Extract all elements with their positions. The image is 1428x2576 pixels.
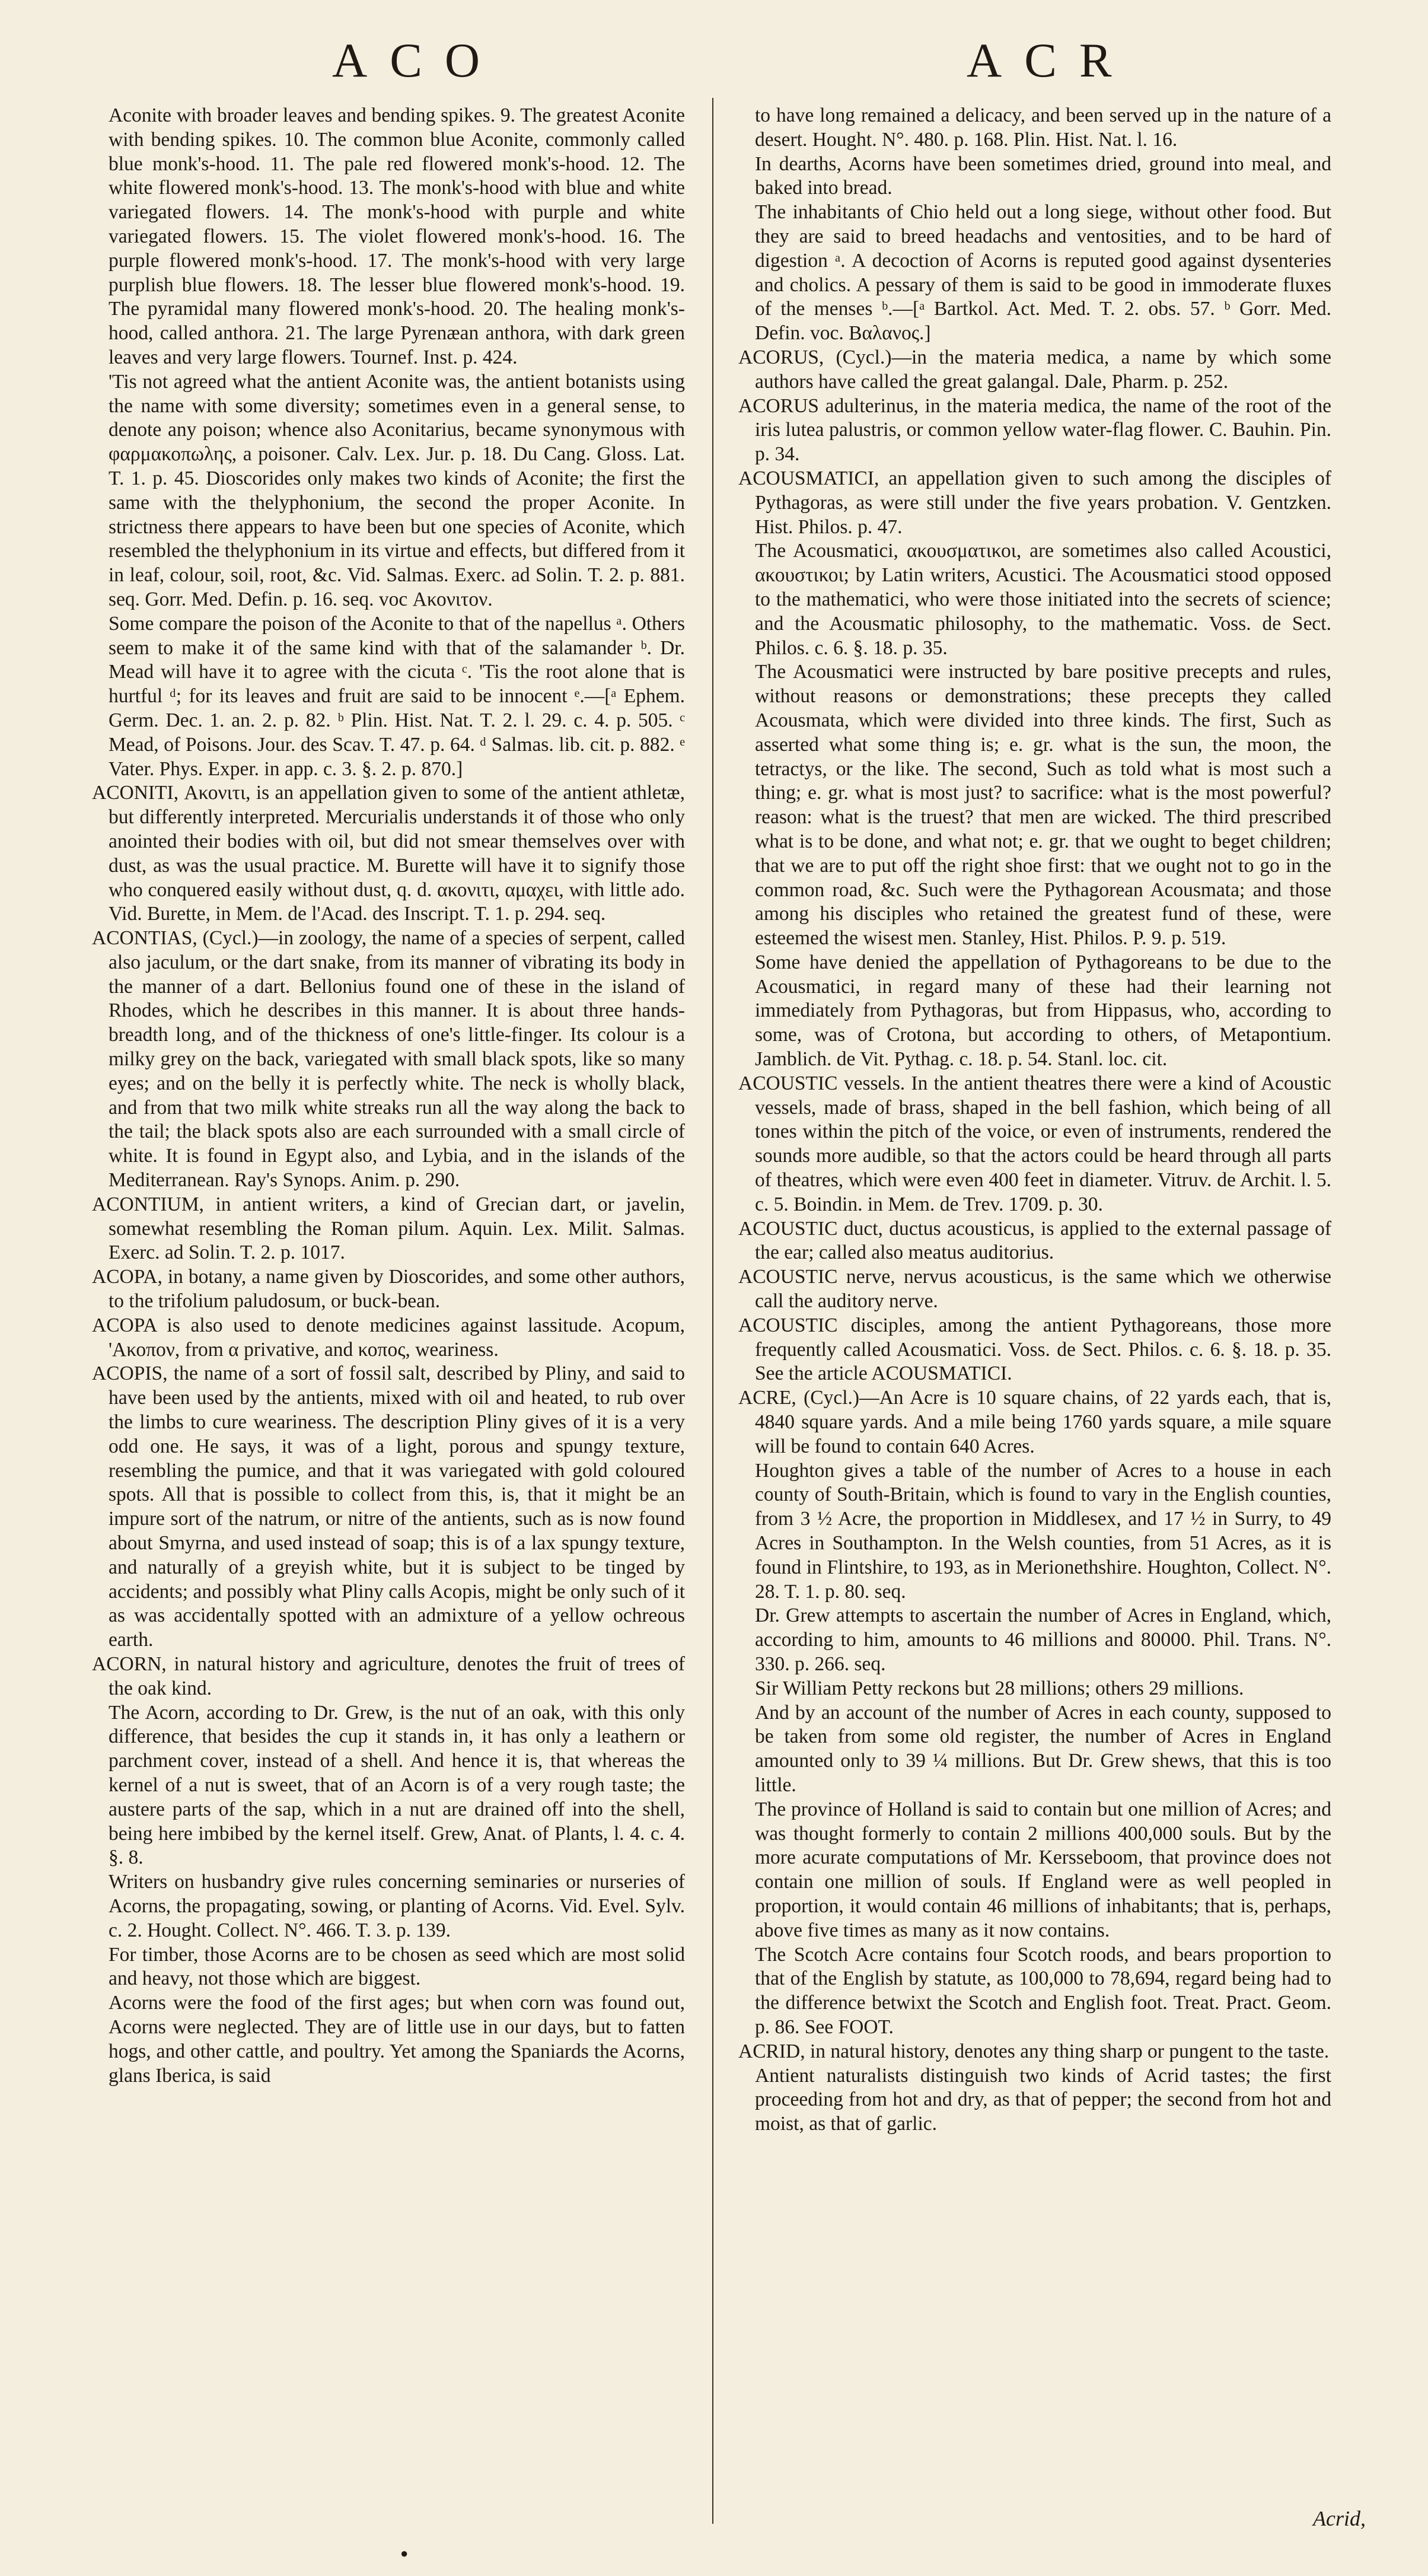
right-running-headword: ACR	[967, 33, 1134, 87]
entry-acorn-grew: The Acorn, according to Dr. Grew, is the nut of an oak, with this only difference, that besides the cup it stands in, it has only a leathern or parchment cover, instead of a shell. And hence it is, that whereas the kernel of a nut is sweet, that of an Acorn is of a very rough taste; the austere parts of the sap, which in a nut are drained off into the shell, being here imbibed by the kernel itself. Grew, Anat. of Plants, l. 4. c. 4. §. 8.	[109, 1701, 685, 1869]
entry-acorn-timber: For timber, those Acorns are to be chosen as seed which are most solid and heavy, not those which are biggest.	[109, 1943, 685, 1990]
entry-aconite-antient: 'Tis not agreed what the antient Aconite was, the antient botanists using the name with some diversity; sometimes even in a general sense, to denote any poison; whence also Aconitarius, became synonymous with φαρμακοπωλης, a poisoner. Calv. Lex. Jur. p. 18. Du Cang. Gloss. Lat. T. 1. p. 45. Dioscorides only makes two kinds of Aconite; the first the same with the thelyphonium, the second the proper Aconite. In strictness there appears to have been but one species of Aconite, which resembled the thelyphonium in its virtue and effects, but differed from it in leaf, colour, soil, root, &c. Vid. Salmas. Exerc. ad Solin. T. 2. p. 881. seq. Gorr. Med. Defin. p. 16. seq. voc Ακονιτον.	[109, 370, 685, 610]
left-running-headword: ACO	[332, 33, 503, 87]
entry-acoustic-disciples: ACOUSTIC disciples, among the antient Pythagoreans, those more frequently called Acousmatici. Voss. de Sect. Philos. c. 6. §. 18. p. 35. See the article ACOUSMATICI.	[738, 1314, 1331, 1385]
entry-acousmatici: ACOUSMATICI, an appellation given to such among the disciples of Pythagoras, as were still under the five years probation. V. Gentzken. Hist. Philos. p. 47.	[738, 467, 1331, 538]
entry-acousmatici-denied: Some have denied the appellation of Pythagoreans to be due to the Acousmatici, in regard many of these had their learning not immediately from Pythagoras, but from Hippasus, who, according to some, was of Crotona, but according to others, of Metapontium. Jamblich. de Vit. Pythag. c. 18. p. 54. Stanl. loc. cit.	[755, 951, 1331, 1071]
entry-aconiti: ACONITI, Ακονιτι, is an appellation given to some of the antient athletæ, but differently interpreted. Mercurialis understands it of those who only anointed their bodies with oil, but did not smear themselves over with dust, as was the usual practice. M. Burette will have it to signify those who conquered easily without dust, q. d. ακονιτι, αμαχει, with little ado. Vid. Burette, in Mem. de l'Acad. des Inscript. T. 1. p. 294. seq.	[92, 782, 685, 925]
entry-acopa-medicines: ACOPA is also used to denote medicines against lassitude. Acopum, 'Ακοπον, from α privative, and κοπος, weariness.	[92, 1314, 685, 1361]
catchword: Acrid,	[1313, 2507, 1366, 2530]
entry-aconite-continued: Aconite with broader leaves and bending spikes. 9. The greatest Aconite with bending spikes. 10. The common blue Aconite, commonly called blue monk's-hood. 11. The pale red flowered monk's-hood. 12. The white flowered monk's-hood. 13. The monk's-hood with blue and white variegated flowers. 14. The monk's-hood with purple and white variegated flowers. 15. The violet flowered monk's-hood. 16. The purple flowered monk's-hood. 17. The monk's-hood with very large purplish blue flowers. 18. The lesser blue flowered monk's-hood. 19. The pyramidal many flowered monk's-hood. 20. The healing monk's-hood, called anthora. 21. The large Pyrenæan anthora, with dark green leaves and very large flowers. Tournef. Inst. p. 424.	[109, 104, 685, 368]
entry-acousmatici-instructed: The Acousmatici were instructed by bare positive precepts and rules, without reasons or demonstrations; these precepts they called Acousmata, which were divided into three kinds. The first, Such as asserted what some thing is; e. gr. what is the sun, the moon, the tetractys, or the like. The second, Such as told what is most such a thing; e. gr. what is most just? to sacrifice: what is the most powerful? reason: what is the truest? that men are wicked. The third prescribed what is to be done, and what not; e. gr. that we ought to beget children; that we are to put off the right shoe first: that we ought not to go in the common road, &c. Such were the Pythagorean Acousmata; and those among his disciples who retained the greatest fund of these, were esteemed the wisest men. Stanley, Hist. Philos. P. 9. p. 519.	[755, 661, 1331, 950]
entry-acorus-adulterinus: ACORUS adulterinus, in the materia medica, the name of the root of the iris lutea palustris, or common yellow water-flag flower. C. Bauhin. Pin. p. 34.	[738, 394, 1331, 466]
entry-acoustic-duct: ACOUSTIC duct, ductus acousticus, is applied to the external passage of the ear; called also meatus auditorius.	[738, 1217, 1331, 1264]
entry-acre-petty: Sir William Petty reckons but 28 millions; others 29 millions.	[755, 1677, 1244, 1699]
entry-acorn-delicacy: to have long remained a delicacy, and been served up in the nature of a desert. Hought. N°. 480. p. 168. Plin. Hist. Nat. l. 16.	[755, 104, 1331, 151]
right-column	[738, 104, 1331, 2518]
entry-acre-account: And by an account of the number of Acres in each county, supposed to be taken from some old register, the number of Acres in England amounted only to 39 ¼ millions. But Dr. Grew shews, that this is too little.	[755, 1701, 1331, 1796]
entry-acre-houghton: Houghton gives a table of the number of Acres to a house in each county of South-Britain, which is found to vary in the English counties, from 3 ½ Acre, the proportion in Middlesex, and 17 ½ in Surry, to 49 Acres in Southampton. In the Welsh counties, from 51 Acres, as it is found in Flintshire, to 193, as in Merionethshire. Houghton, Collect. N°. 28. T. 1. p. 80. seq.	[755, 1459, 1331, 1603]
entry-acre: ACRE, (Cycl.)—An Acre is 10 square chains, of 22 yards each, that is, 4840 square yards. And a mile being 1760 yards square, a mile square will be found to contain 640 Acres.	[738, 1387, 1331, 1457]
column-divider-rule	[712, 98, 713, 2524]
entry-acopis: ACOPIS, the name of a sort of fossil salt, described by Pliny, and said to have been used by the antients, mixed with oil and heated, to rub over the limbs to cure weariness. The description Pliny gives of it is a very odd one. He says, it was of a light, porous and spungy texture, resembling the pumice, and that it was variegated with gold coloured spots. All that is possible to collect from this, is, that it might be an impure sort of the natrum, or nitre of the antients, such as is now found about Smyrna, and used instead of soap; this is of a lax spungy texture, and naturally of a greyish white, but it is subject to be tinged by accidents; and possibly what Pliny calls Acopis, might be only such of it as was accidentally spotted with an admixture of a yellow ochreous earth.	[92, 1362, 685, 1651]
entry-acontium: ACONTIUM, in antient writers, a kind of Grecian dart, or javelin, somewhat resembling the Roman pilum. Aquin. Lex. Milit. Salmas. Exerc. ad Solin. T. 2. p. 1017.	[92, 1193, 685, 1264]
signature-mark: ●	[400, 2546, 409, 2561]
entry-acorn-husbandry: Writers on husbandry give rules concerning seminaries or nurseries of Acorns, the propagating, sowing, or planting of Acorns. Vid. Evel. Sylv. c. 2. Hought. Collect. N°. 466. T. 3. p. 139.	[109, 1871, 685, 1941]
entry-acorn-food: Acorns were the food of the first ages; but when corn was found out, Acorns were neglected. They are of little use in our days, but to fatten hogs, and other cattle, and poultry. Yet among the Spaniards the Acorns, glans Iberica, is said	[109, 1992, 685, 2087]
entry-acre-scotch: The Scotch Acre contains four Scotch roods, and bears proportion to that of the English by statute, as 100,000 to 78,694, regard being had to the difference betwixt the Scotch and English foot. Treat. Pract. Geom. p. 86. See FOOT.	[755, 1943, 1331, 2038]
entry-acoustic-vessels: ACOUSTIC vessels. In the antient theatres there were a kind of Acoustic vessels, made of brass, shaped in the bell fashion, which being of all tones within the pitch of the voice, or even of instruments, rendered the sounds more audible, so that the actors could be heard through all parts of theatres, which were even 400 feet in diameter. Vitruv. de Archit. l. 5. c. 5. Boindin. in Mem. de Trev. 1709. p. 30.	[738, 1072, 1331, 1215]
entry-acorn: ACORN, in natural history and agriculture, denotes the fruit of trees of the oak kind.	[92, 1653, 685, 1699]
entry-acoustic-nerve: ACOUSTIC nerve, nervus acousticus, is the same which we otherwise call the auditory nerve.	[738, 1266, 1331, 1313]
entry-acrid-tastes: Antient naturalists distinguish two kinds of Acrid tastes; the first proceeding from hot and dry, as that of pepper; the second from hot and moist, as that of garlic.	[755, 2064, 1331, 2135]
left-column	[92, 104, 685, 2518]
entry-acousmatici-acoustici: The Acousmatici, ακουσματικοι, are sometimes also called Acoustici, ακουστικοι; by Latin writers, Acustici. The Acousmatici stood opposed to the mathematici, who were those initiated into the secrets of science; and the Acousmatic philosophy, to the mathematic. Voss. de Sect. Philos. c. 6. §. 18. p. 35.	[755, 540, 1331, 659]
entry-acontias: ACONTIAS, (Cycl.)—in zoology, the name of a species of serpent, called also jaculum, or the dart snake, from its manner of vibrating its body in the manner of a dart. Bellonius found one of these in the island of Rhodes, which he describes in this manner. It is about three hands-breadth long, and of the thickness of one's little-finger. Its colour is a milky grey on the back, variegated with small black spots, like so many eyes; and on the belly it is perfectly white. The neck is wholly black, and from that two milk white streaks run all the way along the back to the tail; the black spots also are each surrounded with a small circle of white. It is found in Egypt also, and Lybia, and in the islands of the Mediterranean. Ray's Synops. Anim. p. 290.	[92, 927, 685, 1192]
entry-acrid: ACRID, in natural history, denotes any thing sharp or pungent to the taste.	[738, 2040, 1330, 2062]
entry-aconite-poison: Some compare the poison of the Aconite to that of the napellus ᵃ. Others seem to make it of the same kind with that of the salamander ᵇ. Dr. Mead will have it to agree with the cicuta ᶜ. 'Tis the root alone that is hurtful ᵈ; for its leaves and fruit are said to be innocent ᵉ.—[ᵃ Ephem. Germ. Dec. 1. an. 2. p. 82. ᵇ Plin. Hist. Nat. T. 2. l. 29. c. 4. p. 505. ᶜ Mead, of Poisons. Jour. des Scav. T. 47. p. 64. ᵈ Salmas. lib. cit. p. 882. ᵉ Vater. Phys. Exper. in app. c. 3. §. 2. p. 870.]	[109, 612, 685, 780]
entry-acopa: ACOPA, in botany, a name given by Dioscorides, and some other authors, to the trifolium paludosum, or buck-bean.	[92, 1266, 685, 1313]
entry-acre-holland: The province of Holland is said to contain but one million of Acres; and was thought formerly to contain 2 millions 400,000 souls. But by the more acurate computations of Mr. Kersseboom, that province does not contain one million of souls. If England were as well peopled in proportion, it would contain 46 millions of inhabitants; that is, perhaps, above five times as many as it now contains.	[755, 1798, 1331, 1941]
entry-acorn-dearths: In dearths, Acorns have been sometimes dried, ground into meal, and baked into bread.	[755, 152, 1331, 199]
entry-acre-grew: Dr. Grew attempts to ascertain the number of Acres in England, which, according to him, amounts to 46 millions and 80000. Phil. Trans. N°. 330. p. 266. seq.	[755, 1604, 1331, 1675]
entry-acorn-chio: The inhabitants of Chio held out a long siege, without other food. But they are said to breed headachs and ventosities, and to be hard of digestion ᵃ. A decoction of Acorns is reputed good against dysenteries and cholics. A pessary of them is said to be good in immoderate fluxes of the menses ᵇ.—[ᵃ Bartkol. Act. Med. T. 2. obs. 57. ᵇ Gorr. Med. Defin. voc. Βαλανος.]	[755, 201, 1331, 345]
entry-acorus: ACORUS, (Cycl.)—in the materia medica, a name by which some authors have called the great galangal. Dale, Pharm. p. 252.	[738, 346, 1331, 393]
